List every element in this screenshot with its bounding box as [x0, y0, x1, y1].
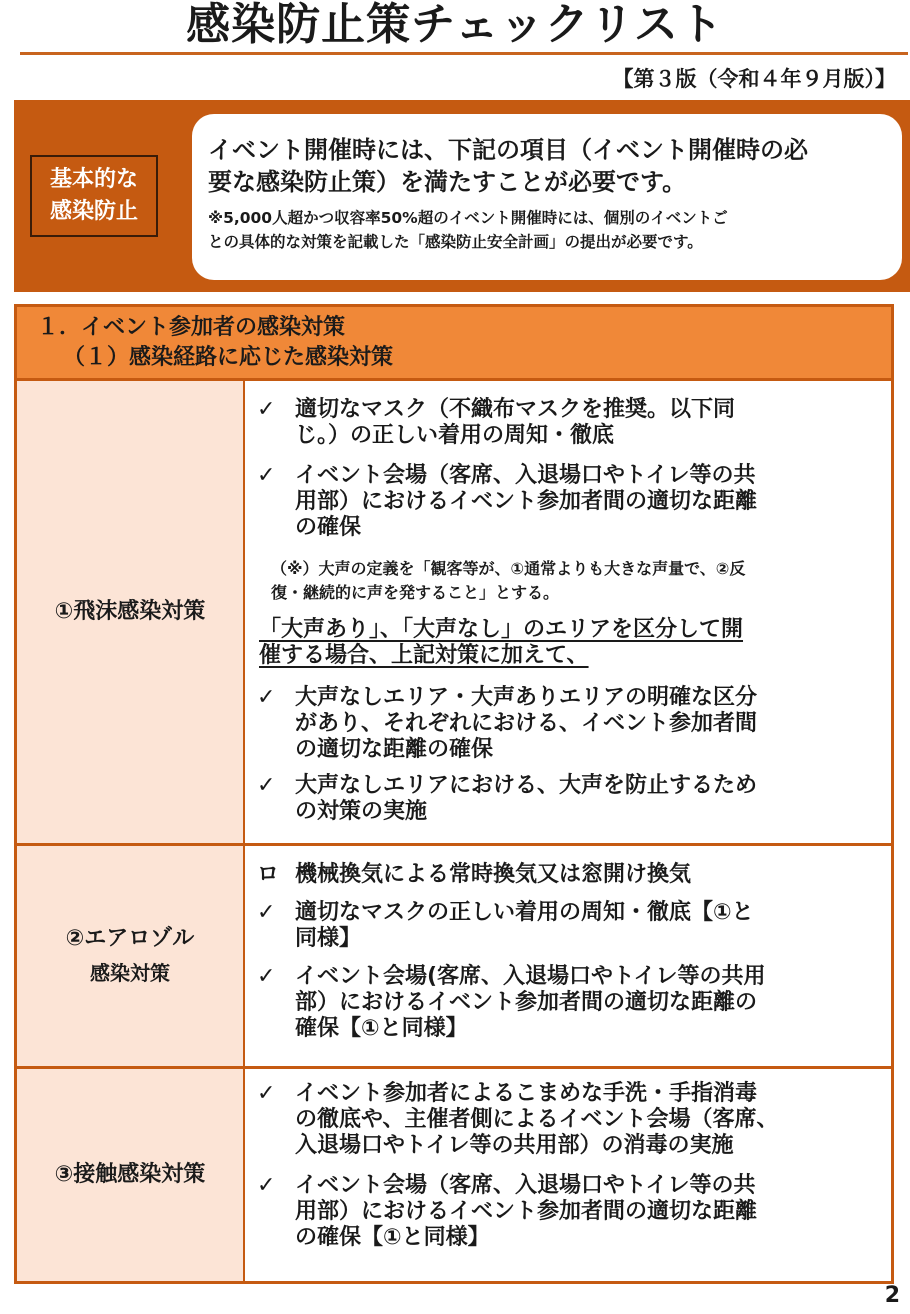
item-line: 入退場口やトイレ等の共用部）の消毒の実施	[295, 1133, 734, 1158]
item-line: 機械換気による常時換気又は窓開け換気	[295, 862, 692, 887]
basic-note-line: ※5,000人超かつ収容率50%超のイベント開催時には、個別のイベントご	[208, 209, 728, 227]
item-line: の対策の実施	[295, 799, 428, 824]
item-line: 大声なしエリアにおける、大声を防止するため	[295, 773, 758, 798]
item-line: イベント会場（客席、入退場口やトイレ等の共	[295, 463, 756, 488]
item-line: 用部）におけるイベント参加者間の適切な距離	[295, 489, 758, 514]
basic-requirement-note	[208, 206, 892, 254]
area-division-condition	[259, 617, 743, 669]
row-label: ②エアロゾル	[65, 926, 195, 951]
condition-line: 「大声あり」、「大声なし」のエリアを区分して開	[259, 617, 744, 642]
checklist-row-droplet	[17, 381, 891, 843]
item-line: 適切なマスク（不織布マスクを推奨。以下同	[295, 397, 736, 422]
loud-voice-definition-note	[271, 557, 745, 605]
checkmark-icon: ✓	[257, 964, 276, 989]
item-line: 大声なしエリア・大声ありエリアの明確な区分	[295, 685, 758, 710]
note-line: （※）大声の定義を「観客等が、①通常よりも大きな声量で、②反	[271, 559, 746, 578]
title-rule	[20, 52, 908, 55]
item-line: 同様】	[295, 926, 362, 951]
item-line: の徹底や、主催者側によるイベント会場（客席、	[295, 1107, 779, 1132]
section-heading: １．イベント参加者の感染対策	[37, 315, 346, 340]
basic-requirement-text	[208, 134, 892, 198]
basic-label-line: 感染防止	[49, 199, 138, 224]
checklist-row-contact	[17, 1069, 891, 1281]
basic-main-line: イベント開催時には、下記の項目（イベント開催時の必	[208, 136, 808, 164]
edition-label: 【第３版（令和４年９月版）】	[612, 67, 896, 91]
checkmark-icon: ✓	[257, 1081, 276, 1106]
item-line: 用部）におけるイベント参加者間の適切な距離	[295, 1199, 758, 1224]
item-line: の適切な距離の確保	[295, 737, 494, 762]
item-line: じ。）の正しい着用の周知・徹底	[295, 423, 615, 448]
checkbox-icon: ロ	[257, 862, 280, 887]
item-line: 部）におけるイベント参加者間の適切な距離の	[295, 990, 758, 1015]
section-header	[17, 307, 891, 381]
row-label-cell	[17, 381, 245, 843]
item-line: があり、それぞれにおける、イベント参加者間	[295, 711, 758, 736]
page-number: 2	[884, 1283, 900, 1308]
basic-prevention-box	[192, 114, 902, 280]
item-line: イベント会場（客席、入退場口やトイレ等の共	[295, 1173, 756, 1198]
checkmark-icon: ✓	[257, 685, 276, 710]
basic-prevention-label	[30, 155, 158, 237]
basic-label-line: 基本的な	[49, 167, 138, 192]
row-label: ③接触感染対策	[54, 1162, 206, 1187]
checkmark-icon: ✓	[257, 900, 276, 925]
item-line: の確保	[295, 515, 362, 540]
basic-main-line: 要な感染防止策）を満たすことが必要です。	[208, 168, 687, 196]
section-subheading: （１）感染経路に応じた感染対策	[63, 345, 394, 370]
row-label: ①飛沫感染対策	[54, 599, 206, 624]
checklist-table	[14, 304, 894, 1284]
row-label-cell	[17, 846, 245, 1066]
basic-prevention-panel	[14, 100, 910, 292]
condition-line: 催する場合、上記対策に加えて、	[259, 643, 589, 668]
checkmark-icon: ✓	[257, 397, 276, 422]
item-line: の確保【①と同様】	[295, 1225, 490, 1250]
note-line: 復・継続的に声を発すること」とする。	[271, 583, 560, 602]
page-title: 感染防止策チェックリスト	[186, 0, 724, 50]
row-label-sub: 感染対策	[89, 961, 170, 985]
row-label-cell	[17, 1069, 245, 1281]
item-line: 適切なマスクの正しい着用の周知・徹底【①と	[295, 900, 754, 925]
checklist-row-aerosol	[17, 846, 891, 1066]
item-line: イベント参加者によるこまめな手洗・手指消毒	[295, 1081, 758, 1106]
checkmark-icon: ✓	[257, 463, 276, 488]
item-line: 確保【①と同様】	[295, 1016, 468, 1041]
basic-note-line: との具体的な対策を記載した「感染防止安全計画」の提出が必要です。	[208, 233, 703, 251]
checkmark-icon: ✓	[257, 1173, 276, 1198]
item-line: イベント会場(客席、入退場口やトイレ等の共用	[295, 964, 766, 989]
checkmark-icon: ✓	[257, 773, 276, 798]
